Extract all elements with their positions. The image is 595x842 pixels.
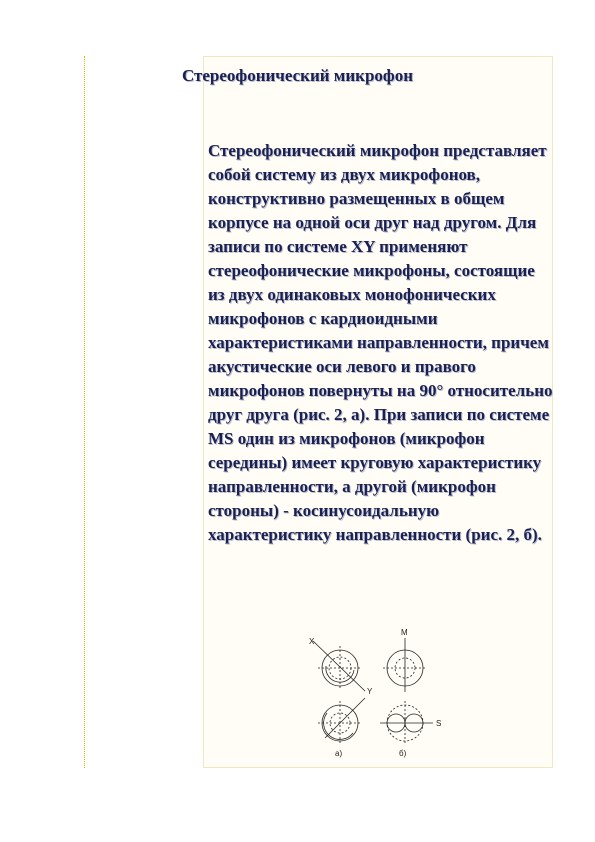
- ms-diagram-bottom: [380, 701, 433, 745]
- label-a: а): [335, 749, 343, 758]
- x-axis-line: [313, 641, 365, 691]
- xy-diagram-bottom: [318, 698, 365, 745]
- ms-diagram-top: [383, 638, 427, 692]
- microphone-directivity-figure: [305, 628, 455, 763]
- page-title: Стереофонический микрофон: [181, 66, 413, 85]
- margin-guide-line: [84, 56, 85, 768]
- label-x: X: [309, 637, 315, 646]
- label-s: S: [436, 719, 442, 728]
- body-paragraph: Стереофонический микрофон представляет собой систему из двух микрофонов, конструктивно размещенных в общем корпусе на одной оси друг над другом. Для записи по системе XY применяют стереофонические микрофоны, состоящие из двух одинаковых монофонических микрофонов с кардиоидными характеристиками направленности, причем акустические оси левого и правого микрофонов повернуты на 90° относительно друг друга (рис. 2, а). При записи по системе MS один из микрофонов (микрофон середины) имеет круговую характеристику направленности, а другой (микрофон стороны) - косинусоидальную характеристику направленности (рис. 2, б).: [208, 141, 553, 544]
- label-y: Y: [367, 687, 373, 696]
- label-m: M: [401, 628, 408, 637]
- label-b: б): [399, 749, 407, 758]
- xy-diagram-top: [313, 641, 365, 691]
